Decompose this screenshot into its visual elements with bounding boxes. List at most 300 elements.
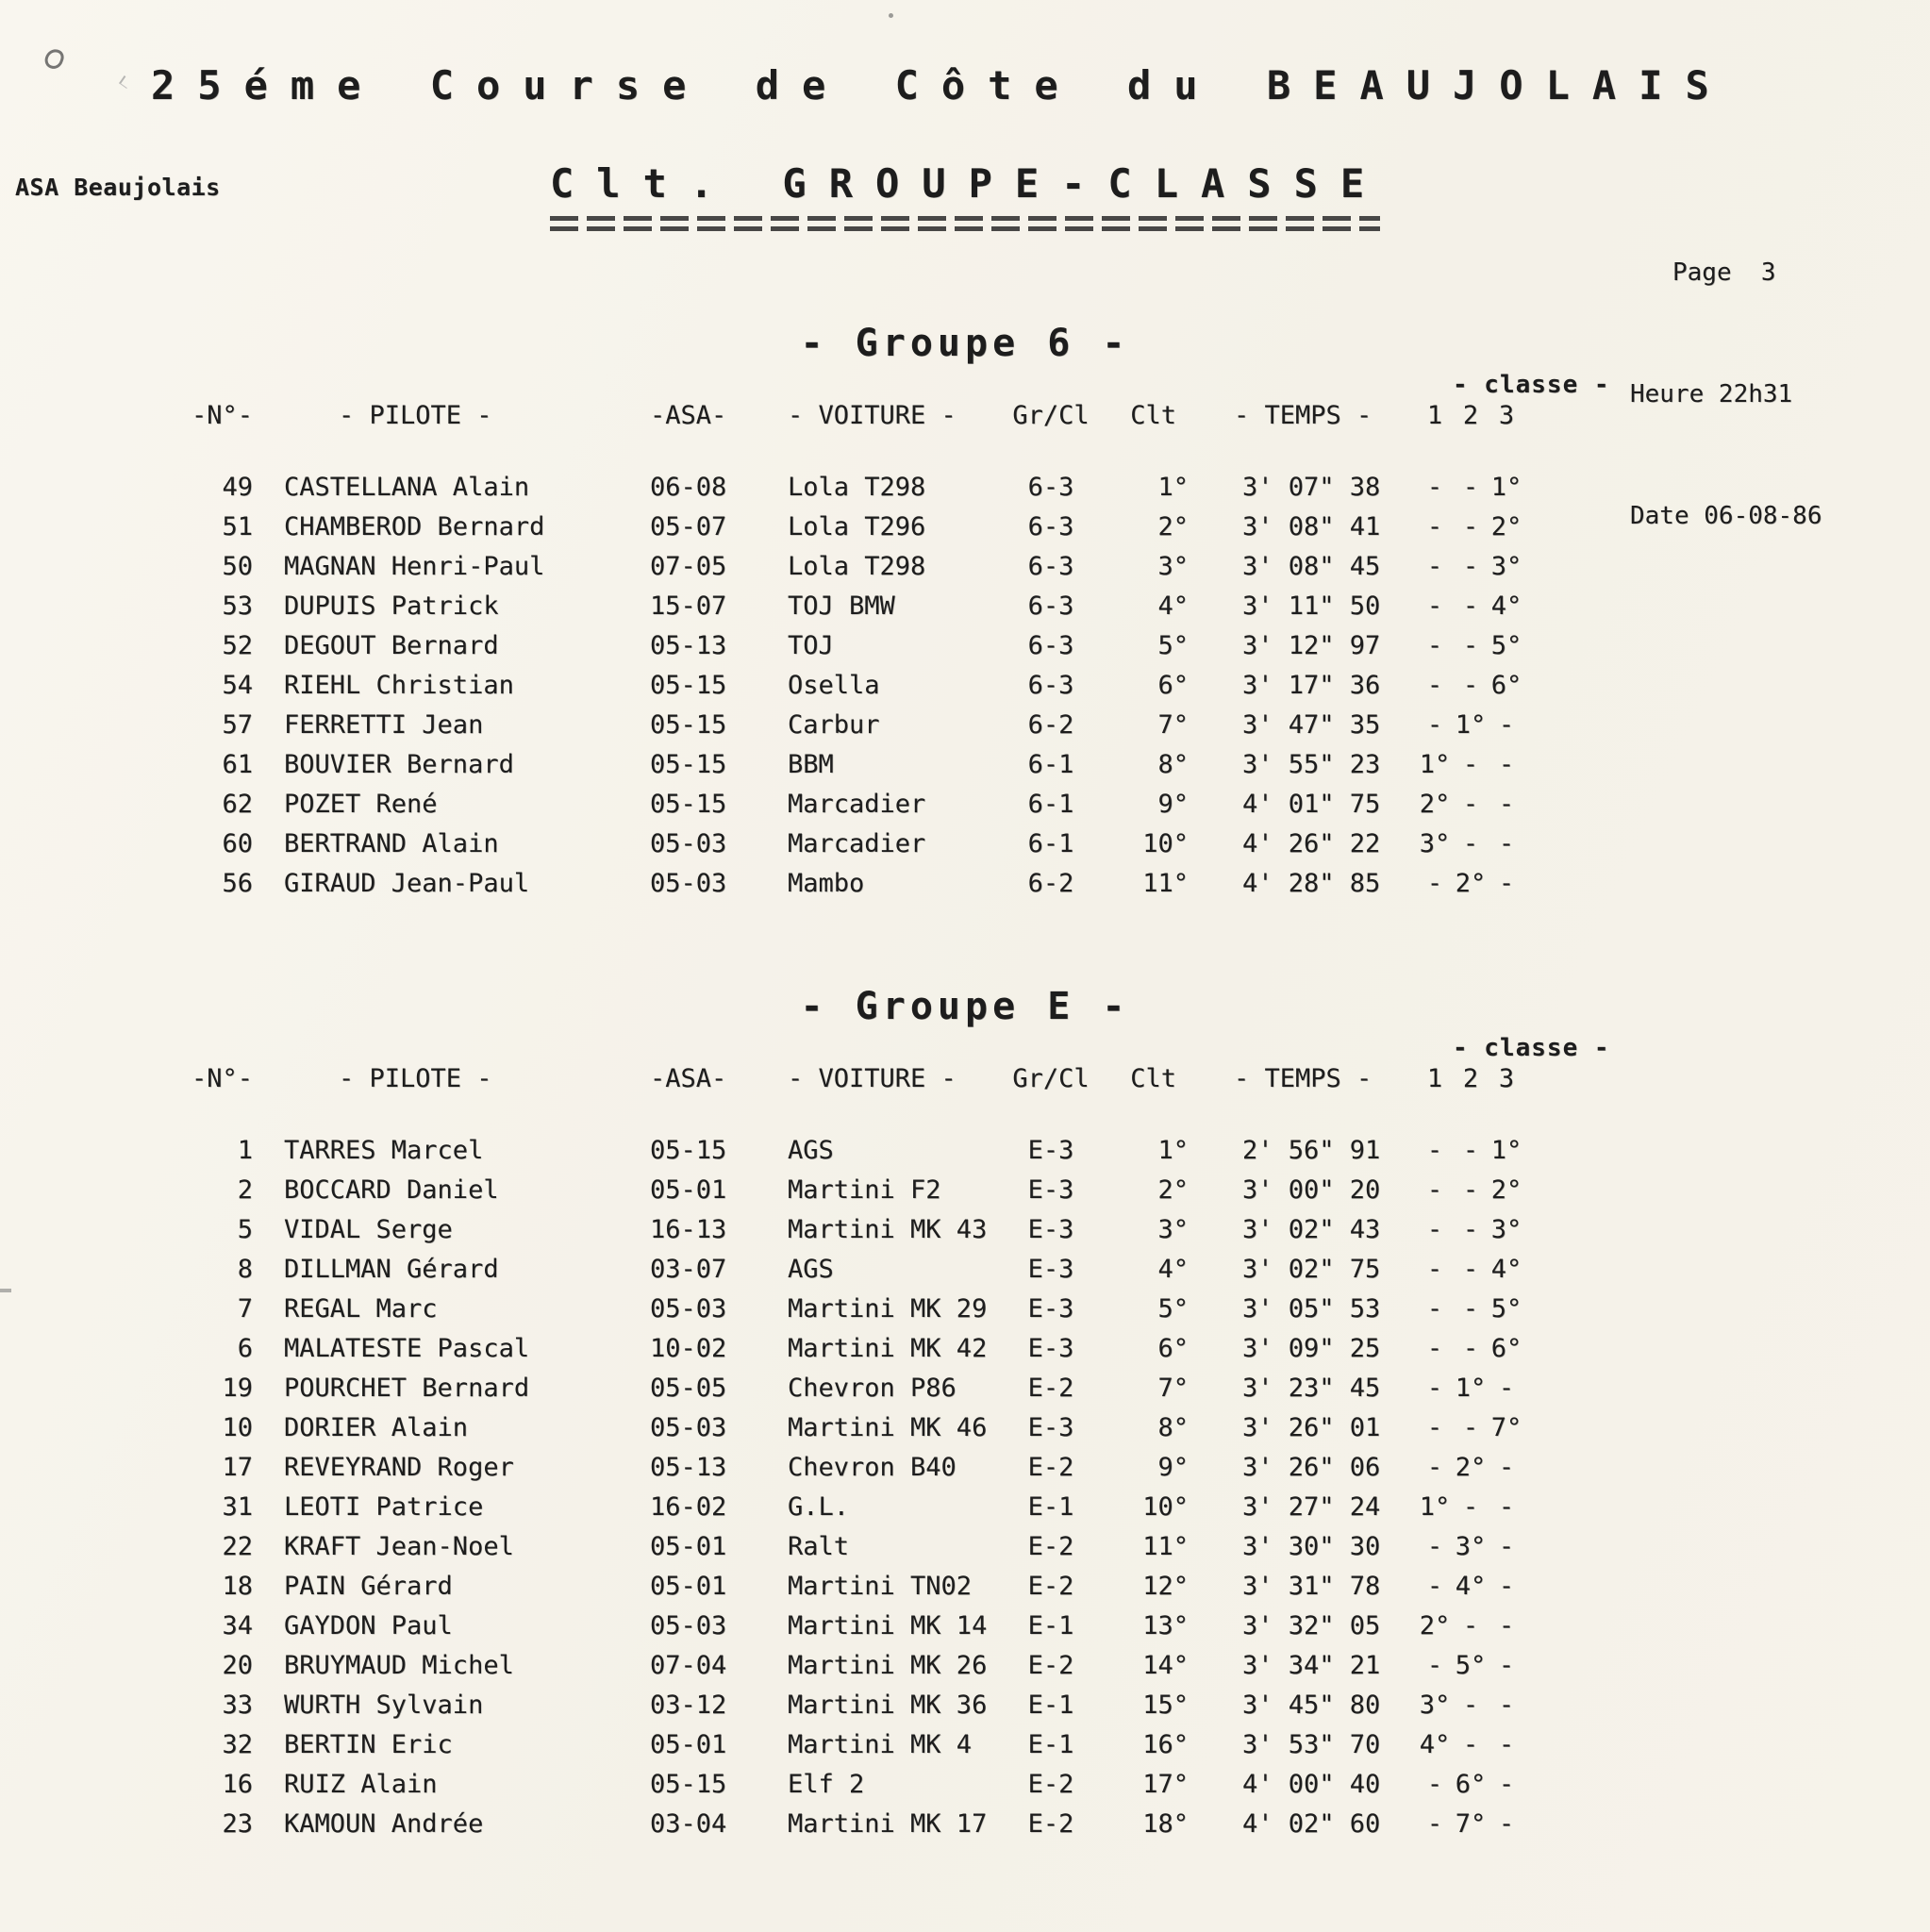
cell-temps: 3' 17" 36 — [1242, 671, 1381, 700]
cell-pilote: CHAMBEROD Bernard — [284, 512, 545, 541]
result-row — [170, 1210, 1930, 1250]
cell-pilote: DORIER Alain — [284, 1413, 469, 1442]
cell-pilote: RUIZ Alain — [284, 1770, 438, 1799]
title-double-underline — [550, 216, 1380, 231]
col-header-classe3: 3 — [1498, 1064, 1515, 1093]
cell-pilote: PAIN Gérard — [284, 1572, 453, 1601]
cell-voiture: Martini MK 26 — [788, 1651, 988, 1680]
cell-asa: 05-03 — [650, 829, 727, 858]
cell-classe2: - — [1462, 1215, 1479, 1244]
result-row — [170, 745, 1930, 785]
classification-title-block — [550, 160, 1387, 231]
cell-classe3: 4° — [1490, 591, 1522, 621]
group-title: - Groupe 6 - — [800, 322, 1130, 365]
cell-temps: 3' 27" 24 — [1242, 1492, 1381, 1522]
cell-clt: 10° — [1142, 829, 1189, 858]
cell-classe3: - — [1498, 710, 1515, 740]
cell-voiture: Martini MK 36 — [788, 1690, 988, 1720]
cell-classe1: - — [1426, 869, 1443, 898]
cell-classe1: 3° — [1419, 1690, 1451, 1720]
result-row — [170, 508, 1930, 547]
cell-asa: 10-02 — [650, 1334, 727, 1363]
result-row — [170, 1131, 1930, 1171]
cell-voiture: Marcadier — [788, 829, 926, 858]
cell-pilote: POZET René — [284, 790, 438, 819]
cell-classe1: - — [1426, 552, 1443, 581]
cell-voiture: Chevron B40 — [788, 1453, 957, 1482]
cell-num: 54 — [222, 671, 253, 700]
col-header-classe1: 1 — [1426, 401, 1443, 430]
cell-asa: 05-15 — [650, 1136, 727, 1165]
cell-clt: 5° — [1157, 1294, 1189, 1324]
cell-classe2: - — [1462, 1255, 1479, 1284]
cell-classe1: - — [1426, 591, 1443, 621]
scan-artifact — [889, 13, 893, 18]
cell-classe3: 6° — [1490, 671, 1522, 700]
cell-voiture: G.L. — [788, 1492, 850, 1522]
cell-clt: 2° — [1157, 512, 1189, 541]
cell-classe3: - — [1498, 1611, 1515, 1641]
results-sections — [0, 321, 1930, 1844]
result-row — [170, 547, 1930, 587]
cell-clt: 8° — [1157, 1413, 1189, 1442]
group-title: - Groupe E - — [800, 985, 1130, 1028]
cell-classe2: 5° — [1455, 1651, 1487, 1680]
cell-clt: 3° — [1157, 1215, 1189, 1244]
cell-classe3: - — [1498, 829, 1515, 858]
cell-classe3: 1° — [1490, 473, 1522, 502]
cell-classe1: - — [1426, 1532, 1443, 1561]
cell-grcl: 6-3 — [1027, 473, 1074, 502]
scan-artifact — [42, 47, 66, 72]
cell-classe2: - — [1462, 473, 1479, 502]
cell-temps: 4' 01" 75 — [1242, 790, 1381, 819]
cell-num: 51 — [222, 512, 253, 541]
cell-classe2: - — [1462, 552, 1479, 581]
cell-pilote: BRUYMAUD Michel — [284, 1651, 514, 1680]
cell-clt: 4° — [1157, 1255, 1189, 1284]
cell-classe2: - — [1462, 1294, 1479, 1324]
cell-num: 6 — [237, 1334, 253, 1363]
cell-num: 10 — [222, 1413, 253, 1442]
cell-clt: 11° — [1142, 1532, 1189, 1561]
cell-pilote: DILLMAN Gérard — [284, 1255, 499, 1284]
cell-temps: 3' 26" 01 — [1242, 1413, 1381, 1442]
cell-grcl: E-1 — [1027, 1730, 1074, 1759]
cell-temps: 4' 02" 60 — [1242, 1809, 1381, 1839]
cell-grcl: E-1 — [1027, 1690, 1074, 1720]
cell-grcl: E-3 — [1027, 1413, 1074, 1442]
cell-clt: 2° — [1157, 1175, 1189, 1205]
cell-temps: 3' 09" 25 — [1242, 1334, 1381, 1363]
result-row — [170, 1448, 1930, 1488]
cell-classe1: - — [1426, 1136, 1443, 1165]
cell-classe1: - — [1426, 1294, 1443, 1324]
cell-num: 49 — [222, 473, 253, 502]
cell-voiture: Martini MK 17 — [788, 1809, 988, 1839]
col-header-temps: - TEMPS - — [1234, 401, 1373, 430]
table-body — [0, 468, 1930, 904]
cell-grcl: 6-3 — [1027, 512, 1074, 541]
group-section — [0, 321, 1930, 904]
result-row — [170, 1527, 1930, 1567]
cell-classe2: - — [1462, 1136, 1479, 1165]
cell-temps: 3' 32" 05 — [1242, 1611, 1381, 1641]
cell-classe1: - — [1426, 1374, 1443, 1403]
cell-classe2: 4° — [1455, 1572, 1487, 1601]
cell-temps: 4' 26" 22 — [1242, 829, 1381, 858]
cell-classe2: - — [1462, 631, 1479, 660]
cell-classe2: 2° — [1455, 1453, 1487, 1482]
cell-temps: 3' 02" 43 — [1242, 1215, 1381, 1244]
event-title: 25éme Course de Côte du BEAUJOLAIS — [151, 62, 1732, 108]
cell-classe2: 1° — [1455, 1374, 1487, 1403]
cell-asa: 16-02 — [650, 1492, 727, 1522]
col-header-temps: - TEMPS - — [1234, 1064, 1373, 1093]
col-header-classe1: 1 — [1426, 1064, 1443, 1093]
cell-num: 1 — [237, 1136, 253, 1165]
cell-classe1: - — [1426, 1334, 1443, 1363]
cell-clt: 7° — [1157, 710, 1189, 740]
cell-pilote: VIDAL Serge — [284, 1215, 453, 1244]
cell-classe3: - — [1498, 750, 1515, 779]
cell-grcl: E-2 — [1027, 1770, 1074, 1799]
cell-num: 23 — [222, 1809, 253, 1839]
cell-classe1: - — [1426, 1413, 1443, 1442]
cell-classe1: - — [1426, 1809, 1443, 1839]
cell-classe3: 2° — [1490, 512, 1522, 541]
cell-asa: 05-15 — [650, 750, 727, 779]
cell-pilote: MALATESTE Pascal — [284, 1334, 530, 1363]
cell-classe2: 6° — [1455, 1770, 1487, 1799]
cell-classe2: - — [1462, 671, 1479, 700]
cell-num: 5 — [237, 1215, 253, 1244]
result-row — [170, 1488, 1930, 1527]
result-row — [170, 706, 1930, 745]
cell-num: 16 — [222, 1770, 253, 1799]
cell-classe3: 1° — [1490, 1136, 1522, 1165]
cell-grcl: 6-3 — [1027, 631, 1074, 660]
cell-asa: 05-15 — [650, 671, 727, 700]
cell-voiture: TOJ — [788, 631, 834, 660]
cell-grcl: E-2 — [1027, 1572, 1074, 1601]
cell-classe2: 1° — [1455, 710, 1487, 740]
cell-num: 33 — [222, 1690, 253, 1720]
result-row — [170, 1369, 1930, 1408]
cell-clt: 9° — [1157, 1453, 1189, 1482]
result-row — [170, 1607, 1930, 1646]
cell-voiture: AGS — [788, 1136, 834, 1165]
table-header-row — [170, 400, 1930, 432]
cell-classe2: 3° — [1455, 1532, 1487, 1561]
result-row — [170, 468, 1930, 508]
col-header-clt: Clt — [1130, 1064, 1176, 1093]
cell-num: 32 — [222, 1730, 253, 1759]
cell-classe3: 4° — [1490, 1255, 1522, 1284]
cell-pilote: KRAFT Jean-Noel — [284, 1532, 514, 1561]
print-date: Date 06-08-86 — [1630, 502, 1822, 530]
cell-temps: 3' 05" 53 — [1242, 1294, 1381, 1324]
cell-temps: 3' 11" 50 — [1242, 591, 1381, 621]
cell-grcl: E-1 — [1027, 1492, 1074, 1522]
cell-clt: 13° — [1142, 1611, 1189, 1641]
cell-voiture: Chevron P86 — [788, 1374, 957, 1403]
cell-num: 31 — [222, 1492, 253, 1522]
cell-asa: 05-05 — [650, 1374, 727, 1403]
cell-num: 7 — [237, 1294, 253, 1324]
cell-classe2: - — [1462, 1492, 1479, 1522]
cell-num: 18 — [222, 1572, 253, 1601]
cell-clt: 5° — [1157, 631, 1189, 660]
cell-clt: 6° — [1157, 1334, 1189, 1363]
cell-grcl: E-3 — [1027, 1175, 1074, 1205]
cell-voiture: Ralt — [788, 1532, 850, 1561]
classe-header-label: - classe - — [1453, 1034, 1610, 1062]
cell-classe1: 2° — [1419, 1611, 1451, 1641]
cell-num: 19 — [222, 1374, 253, 1403]
cell-asa: 05-03 — [650, 1413, 727, 1442]
cell-temps: 3' 07" 38 — [1242, 473, 1381, 502]
cell-num: 53 — [222, 591, 253, 621]
cell-temps: 3' 30" 30 — [1242, 1532, 1381, 1561]
cell-grcl: 6-3 — [1027, 591, 1074, 621]
cell-pilote: BOCCARD Daniel — [284, 1175, 499, 1205]
cell-classe1: - — [1426, 1453, 1443, 1482]
cell-grcl: E-3 — [1027, 1255, 1074, 1284]
cell-asa: 16-13 — [650, 1215, 727, 1244]
cell-pilote: REVEYRAND Roger — [284, 1453, 514, 1482]
col-header-grcl: Gr/Cl — [1012, 401, 1090, 430]
cell-num: 2 — [237, 1175, 253, 1205]
cell-classe3: 7° — [1490, 1413, 1522, 1442]
cell-classe1: 4° — [1419, 1730, 1451, 1759]
cell-num: 8 — [237, 1255, 253, 1284]
cell-classe2: - — [1462, 1690, 1479, 1720]
cell-pilote: CASTELLANA Alain — [284, 473, 530, 502]
cell-voiture: BBM — [788, 750, 834, 779]
cell-classe2: 7° — [1455, 1809, 1487, 1839]
cell-classe3: - — [1498, 1809, 1515, 1839]
cell-clt: 4° — [1157, 591, 1189, 621]
cell-grcl: 6-2 — [1027, 710, 1074, 740]
result-row — [170, 1686, 1930, 1725]
cell-clt: 6° — [1157, 671, 1189, 700]
cell-temps: 3' 23" 45 — [1242, 1374, 1381, 1403]
cell-grcl: E-2 — [1027, 1532, 1074, 1561]
cell-temps: 3' 12" 97 — [1242, 631, 1381, 660]
cell-clt: 17° — [1142, 1770, 1189, 1799]
cell-classe3: 3° — [1490, 1215, 1522, 1244]
cell-classe1: - — [1426, 1572, 1443, 1601]
cell-classe1: 3° — [1419, 829, 1451, 858]
cell-num: 52 — [222, 631, 253, 660]
cell-asa: 06-08 — [650, 473, 727, 502]
result-row — [170, 1408, 1930, 1448]
cell-temps: 3' 34" 21 — [1242, 1651, 1381, 1680]
page-number: Page 3 — [1672, 258, 1776, 287]
cell-asa: 05-07 — [650, 512, 727, 541]
cell-clt: 1° — [1157, 1136, 1189, 1165]
cell-asa: 05-01 — [650, 1572, 727, 1601]
cell-grcl: E-3 — [1027, 1334, 1074, 1363]
cell-voiture: Carbur — [788, 710, 880, 740]
cell-classe3: - — [1498, 1730, 1515, 1759]
cell-temps: 4' 28" 85 — [1242, 869, 1381, 898]
cell-classe1: 1° — [1419, 750, 1451, 779]
cell-clt: 11° — [1142, 869, 1189, 898]
cell-asa: 05-13 — [650, 631, 727, 660]
cell-asa: 05-01 — [650, 1730, 727, 1759]
cell-classe3: - — [1498, 790, 1515, 819]
cell-classe2: 2° — [1455, 869, 1487, 898]
cell-clt: 1° — [1157, 473, 1189, 502]
cell-asa: 05-01 — [650, 1532, 727, 1561]
cell-asa: 05-15 — [650, 1770, 727, 1799]
col-header-pilote: - PILOTE - — [339, 1064, 492, 1093]
cell-clt: 18° — [1142, 1809, 1189, 1839]
cell-clt: 8° — [1157, 750, 1189, 779]
result-row — [170, 587, 1930, 626]
cell-classe3: - — [1498, 1453, 1515, 1482]
cell-classe1: - — [1426, 512, 1443, 541]
cell-clt: 15° — [1142, 1690, 1189, 1720]
scan-artifact — [119, 75, 132, 89]
cell-voiture: Martini TN02 — [788, 1572, 973, 1601]
result-row — [170, 785, 1930, 824]
result-row — [170, 1567, 1930, 1607]
cell-clt: 3° — [1157, 552, 1189, 581]
cell-voiture: Martini MK 46 — [788, 1413, 988, 1442]
col-header-pilote: - PILOTE - — [339, 401, 492, 430]
col-header-clt: Clt — [1130, 401, 1176, 430]
cell-asa: 05-03 — [650, 1294, 727, 1324]
cell-pilote: BERTRAND Alain — [284, 829, 499, 858]
cell-pilote: POURCHET Bernard — [284, 1374, 530, 1403]
cell-pilote: TARRES Marcel — [284, 1136, 484, 1165]
cell-pilote: DUPUIS Patrick — [284, 591, 499, 621]
cell-asa: 07-05 — [650, 552, 727, 581]
col-header-num: -N°- — [191, 1064, 253, 1093]
table-body — [0, 1131, 1930, 1844]
cell-classe3: 5° — [1490, 1294, 1522, 1324]
classe-header-label: - classe - — [1453, 371, 1610, 399]
col-header-asa: -ASA- — [650, 1064, 727, 1093]
cell-grcl: E-3 — [1027, 1215, 1074, 1244]
cell-classe2: - — [1462, 829, 1479, 858]
cell-grcl: E-3 — [1027, 1294, 1074, 1324]
result-row — [170, 1171, 1930, 1210]
cell-voiture: Osella — [788, 671, 880, 700]
cell-num: 22 — [222, 1532, 253, 1561]
result-row — [170, 1290, 1930, 1329]
cell-classe1: - — [1426, 631, 1443, 660]
cell-classe1: - — [1426, 1175, 1443, 1205]
cell-classe3: - — [1498, 1572, 1515, 1601]
cell-grcl: E-2 — [1027, 1809, 1074, 1839]
cell-classe2: - — [1462, 512, 1479, 541]
cell-asa: 07-04 — [650, 1651, 727, 1680]
result-row — [170, 1805, 1930, 1844]
cell-pilote: LEOTI Patrice — [284, 1492, 484, 1522]
cell-grcl: 6-3 — [1027, 671, 1074, 700]
cell-pilote: REGAL Marc — [284, 1294, 438, 1324]
cell-grcl: 6-3 — [1027, 552, 1074, 581]
cell-temps: 3' 00" 20 — [1242, 1175, 1381, 1205]
cell-pilote: WURTH Sylvain — [284, 1690, 484, 1720]
cell-temps: 3' 26" 06 — [1242, 1453, 1381, 1482]
cell-clt: 10° — [1142, 1492, 1189, 1522]
cell-voiture: Marcadier — [788, 790, 926, 819]
cell-temps: 3' 53" 70 — [1242, 1730, 1381, 1759]
cell-classe1: 2° — [1419, 790, 1451, 819]
cell-grcl: E-2 — [1027, 1374, 1074, 1403]
result-row — [170, 1646, 1930, 1686]
cell-grcl: E-3 — [1027, 1136, 1074, 1165]
cell-voiture: Martini MK 4 — [788, 1730, 973, 1759]
cell-classe2: - — [1462, 750, 1479, 779]
cell-num: 61 — [222, 750, 253, 779]
result-row — [170, 1725, 1930, 1765]
cell-classe2: - — [1462, 1413, 1479, 1442]
cell-clt: 9° — [1157, 790, 1189, 819]
group-section — [0, 984, 1930, 1844]
cell-pilote: BOUVIER Bernard — [284, 750, 514, 779]
organizer-label: ASA Beaujolais — [15, 174, 221, 201]
result-row — [170, 1250, 1930, 1290]
cell-pilote: GAYDON Paul — [284, 1611, 453, 1641]
result-row — [170, 1765, 1930, 1805]
cell-asa: 05-03 — [650, 869, 727, 898]
cell-num: 56 — [222, 869, 253, 898]
cell-voiture: Lola T298 — [788, 473, 926, 502]
cell-asa: 03-07 — [650, 1255, 727, 1284]
cell-classe1: - — [1426, 1651, 1443, 1680]
col-header-grcl: Gr/Cl — [1012, 1064, 1090, 1093]
cell-voiture: Martini MK 42 — [788, 1334, 988, 1363]
cell-temps: 4' 00" 40 — [1242, 1770, 1381, 1799]
cell-classe3: - — [1498, 1492, 1515, 1522]
print-time: Heure 22h31 — [1630, 380, 1793, 408]
cell-classe3: - — [1498, 1770, 1515, 1799]
classification-title: Clt. GROUPE-CLASSE — [550, 160, 1388, 207]
cell-classe2: - — [1462, 591, 1479, 621]
cell-classe3: 6° — [1490, 1334, 1522, 1363]
cell-classe1: - — [1426, 710, 1443, 740]
cell-asa: 05-13 — [650, 1453, 727, 1482]
cell-asa: 05-03 — [650, 1611, 727, 1641]
cell-grcl: 6-1 — [1027, 790, 1074, 819]
cell-classe3: 2° — [1490, 1175, 1522, 1205]
cell-num: 50 — [222, 552, 253, 581]
cell-temps: 3' 31" 78 — [1242, 1572, 1381, 1601]
cell-pilote: FERRETTI Jean — [284, 710, 484, 740]
cell-num: 60 — [222, 829, 253, 858]
cell-asa: 05-15 — [650, 710, 727, 740]
cell-num: 34 — [222, 1611, 253, 1641]
col-header-classe2: 2 — [1462, 401, 1479, 430]
cell-voiture: Lola T298 — [788, 552, 926, 581]
cell-classe3: - — [1498, 869, 1515, 898]
cell-classe2: - — [1462, 790, 1479, 819]
cell-temps: 3' 47" 35 — [1242, 710, 1381, 740]
cell-num: 62 — [222, 790, 253, 819]
cell-classe1: - — [1426, 1215, 1443, 1244]
cell-classe1: - — [1426, 1770, 1443, 1799]
cell-asa: 05-15 — [650, 790, 727, 819]
cell-voiture: Martini MK 14 — [788, 1611, 988, 1641]
cell-grcl: 6-2 — [1027, 869, 1074, 898]
result-row — [170, 626, 1930, 666]
